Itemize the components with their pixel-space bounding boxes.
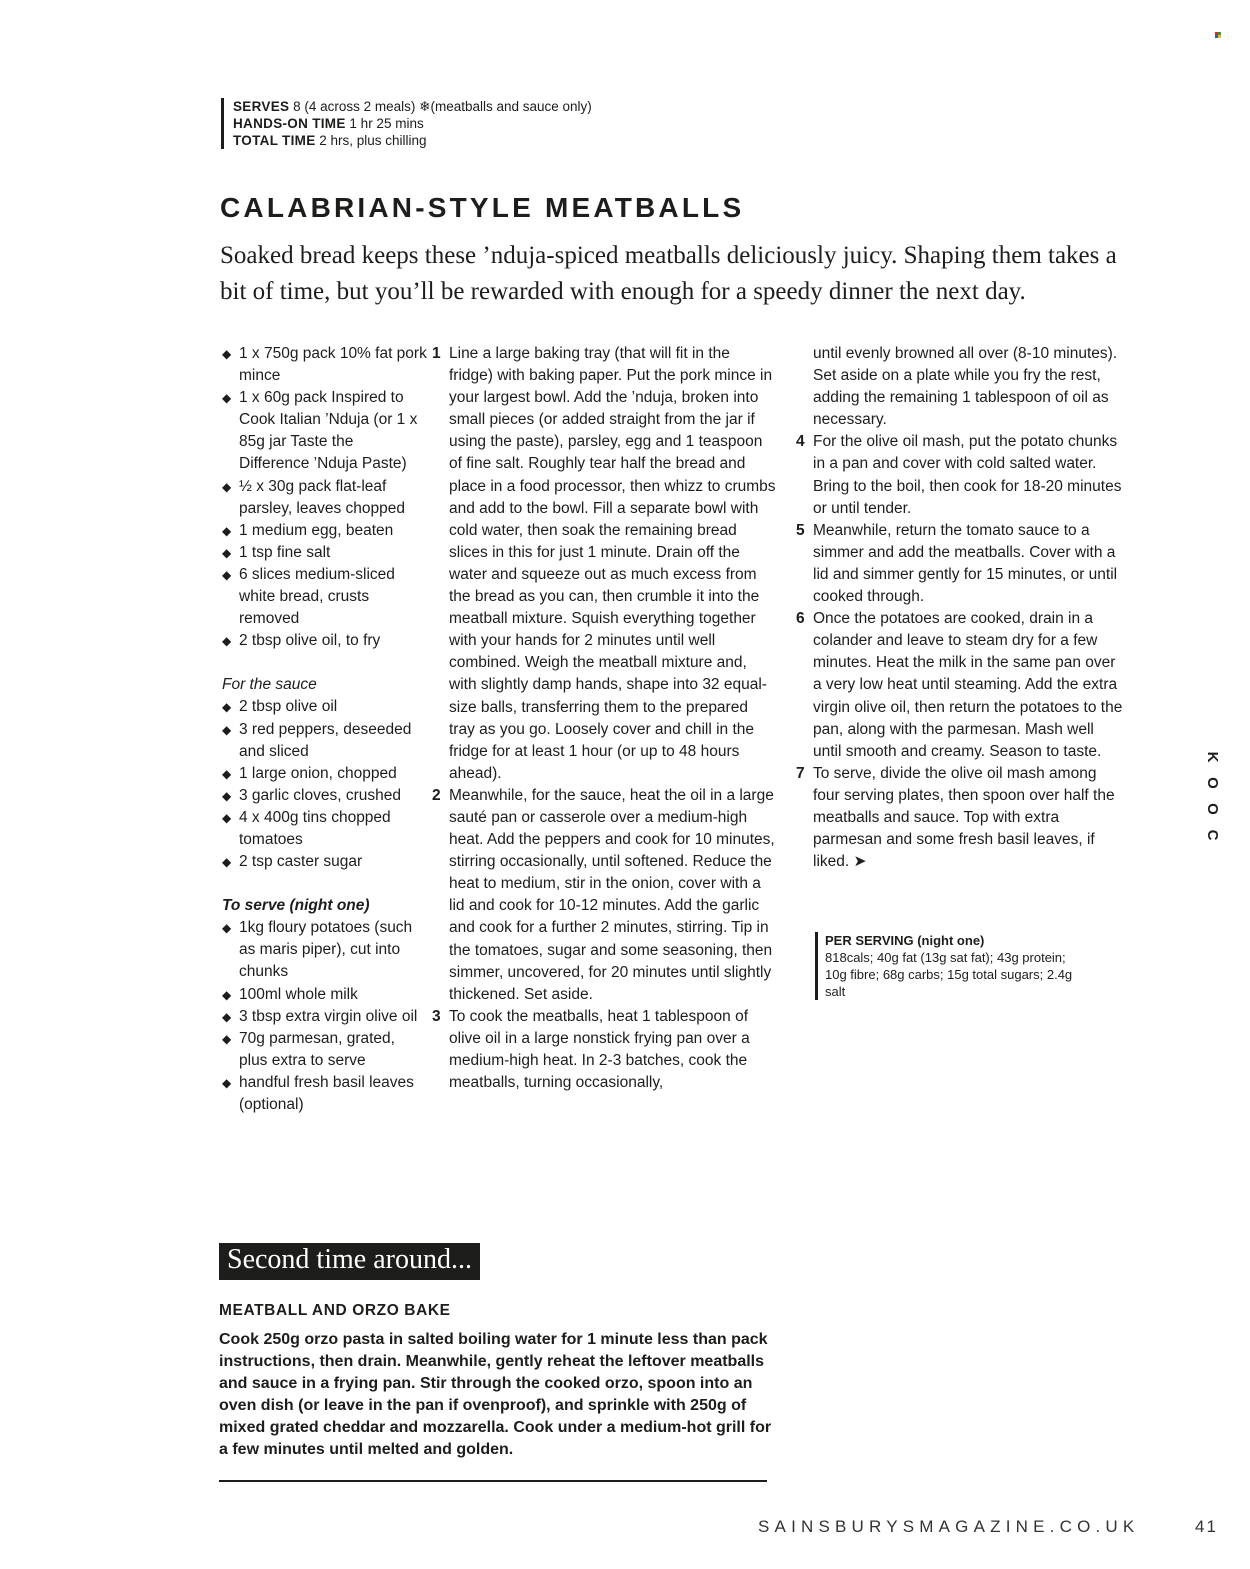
cook-tab-letter: O (1204, 803, 1221, 815)
ingredient-item: ◆ handful fresh basil leaves (optional) (222, 1072, 427, 1116)
step-3-continuation: until evenly browned all over (8-10 minutes). Set aside on a plate while you fry the rest, adding the remaining 1 tablespoon of oil as necessary. (813, 345, 1118, 429)
serves-value: 8 (4 across 2 meals) (293, 99, 416, 114)
footer-website: SAINSBURYSMAGAZINE.CO.UK (758, 1517, 1140, 1536)
ingredient-item: ◆ ½ x 30g pack flat-leaf parsley, leaves chopped (222, 476, 427, 520)
ingredient-item: ◆ 4 x 400g tins chopped tomatoes (222, 807, 427, 851)
method-step-2 (432, 785, 777, 1006)
orzo-bake-title: MEATBALL AND ORZO BAKE (219, 1302, 451, 1319)
ingredient-item: ◆ 2 tbsp olive oil, to fry (222, 630, 427, 652)
ingredient-item: ◆ 1 tsp fine salt (222, 542, 427, 564)
second-time-banner: Second time around... (219, 1243, 480, 1280)
cook-tab-letter: C (1204, 829, 1221, 841)
ingredients-serve-list (222, 917, 427, 1116)
step-number: 4 (796, 433, 805, 451)
step-number: 7 (796, 764, 805, 782)
ingredient-item: ◆ 100ml whole milk (222, 984, 427, 1006)
cook-tab-letter: O (1204, 777, 1221, 789)
handson-value: 1 hr 25 mins (349, 116, 424, 131)
ingredient-item: ◆ 3 tbsp extra virgin olive oil (222, 1006, 427, 1028)
handson-line (233, 115, 592, 132)
color-registration-mark (1215, 32, 1223, 38)
total-label: TOTAL TIME (233, 133, 316, 148)
ingredient-item: ◆ 1 x 750g pack 10% fat pork mince (222, 343, 427, 387)
total-value: 2 hrs, plus chilling (319, 133, 427, 148)
method-step-4 (796, 431, 1126, 519)
total-line (233, 132, 592, 149)
step-text: Line a large baking tray (that will fit in the fridge) with baking paper. Put the pork mince in your largest bowl. Add the ’nduja, broken into small pieces (or added straight from the jar if using the paste), parsley, egg and 1 teaspoon of fine salt. Roughly tear half the bread and place in a food processor, then whizz to crumbs and add to the bowl. Fill a separate bowl with cold water, then soak the remaining bread slices in this for just 1 minute. Drain off the water and squeeze out as much excess from the bread as you can, then crumble it into the meatball mixture. Squish everything together with your hands for 2 minutes until well combined. Weigh the meatball mixture and, with slightly damp hands, shape into 32 equal-size balls, transferring them to the prepared tray as you go. Loosely cover and chill in the fridge for at least 1 hour (or up to 48 hours ahead). (449, 345, 776, 782)
step-number: 5 (796, 521, 805, 539)
cook-tab-letter: K (1204, 751, 1221, 763)
recipe-title: CALABRIAN-STYLE MEATBALLS (220, 192, 745, 223)
ingredients-sauce-list (222, 696, 427, 873)
serve-heading: To serve (night one) (222, 897, 370, 915)
freeze-note: (meatballs and sauce only) (430, 99, 592, 114)
step-text: Once the potatoes are cooked, drain in a colander and leave to steam dry for a few minutes. Heat the milk in the same pan over a very low heat until steaming. Add the extra virgin olive oil, then return the potatoes to the pan, along with the parmesan. Mash well until smooth and creamy. Season to taste. (813, 610, 1123, 760)
ingredient-item: ◆ 1 large onion, chopped (222, 763, 427, 785)
step-number: 2 (432, 786, 441, 804)
method-column-1 (432, 343, 777, 1094)
ingredient-item: ◆ 70g parmesan, grated, plus extra to serve (222, 1028, 427, 1072)
ingredients-column (222, 343, 427, 1116)
handson-label: HANDS-ON TIME (233, 116, 346, 131)
step-text: Meanwhile, for the sauce, heat the oil in a large sauté pan or casserole over a medium-high heat. Add the peppers and cook for 10 minutes, stirring occasionally, until softened. Reduce the heat to medium, stir in the onion, cover with a lid and cook for 10-12 minutes. Add the garlic and cook for a further 2 minutes, stirring. Tip in the tomatoes, sugar and some seasoning, then simmer, uncovered, for 20 minutes until slightly thickened. Set aside. (449, 786, 775, 1003)
method-step-7 (796, 763, 1126, 873)
step-text: To cook the meatballs, heat 1 tablespoon of olive oil in a large nonstick frying pan over a medium-high heat. In 2-3 batches, cook the meatballs, turning occasionally, (449, 1007, 750, 1092)
continue-arrow-icon: ➤ (849, 853, 867, 871)
method-steps-4-7 (796, 431, 1126, 873)
serves-line (233, 98, 592, 115)
method-step-5 (796, 520, 1126, 608)
ingredient-item: ◆ 1 x 60g pack Inspired to Cook Italian ’Nduja (or 1 x 85g jar Taste the Difference ’Nduja Paste) (222, 387, 427, 475)
step-text: For the olive oil mash, put the potato chunks in a pan and cover with cold salted water. Bring to the boil, then cook for 18-20 minutes or until tender. (813, 433, 1122, 517)
ingredient-item: ◆ 2 tsp caster sugar (222, 851, 427, 873)
ingredient-item: ◆ 1kg floury potatoes (such as maris piper), cut into chunks (222, 917, 427, 983)
ingredient-item: ◆ 3 red peppers, deseeded and sliced (222, 719, 427, 763)
section-tab-cook (1202, 744, 1222, 848)
orzo-bake-body: Cook 250g orzo pasta in salted boiling water for 1 minute less than pack instructions, then drain. Meanwhile, gently reheat the leftover meatballs and sauce in a frying pan. Stir through the cooked orzo, spoon into an oven dish (or leave in the pan if ovenproof), and sprinkle with 250g of mixed grated cheddar and mozzarella. Cook under a medium-hot grill for a few minutes until melted and golden. (219, 1331, 772, 1458)
step-text: Meanwhile, return the tomato sauce to a simmer and add the meatballs. Cover with a lid and simmer gently for 15 minutes, or until cooked through. (813, 521, 1118, 606)
page-number: 41 (1195, 1517, 1218, 1536)
section-divider (219, 1480, 767, 1482)
nutrition-box (815, 932, 1085, 1000)
ingredient-item: ◆ 3 garlic cloves, crushed (222, 785, 427, 807)
serves-label: SERVES (233, 99, 290, 114)
recipe-intro: Soaked bread keeps these ’nduja-spiced meatballs deliciously juicy. Shaping them takes a bit of time, but you’ll be rewarded with enough for a speedy dinner the next day. (220, 242, 1117, 305)
nutrition-text: 818cals; 40g fat (13g sat fat); 43g protein; 10g fibre; 68g carbs; 15g total sugars; 2.4g salt (825, 950, 1073, 999)
ingredient-item: ◆ 1 medium egg, beaten (222, 520, 427, 542)
method-step-1 (432, 343, 777, 785)
step-number: 6 (796, 610, 805, 628)
step-number: 1 (432, 345, 441, 362)
step-number: 3 (432, 1007, 441, 1025)
snowflake-icon: ❄ (419, 99, 431, 114)
sauce-heading: For the sauce (222, 676, 317, 694)
nutrition-heading: PER SERVING (night one) (825, 933, 985, 948)
recipe-meta (221, 98, 592, 149)
step-text: To serve, divide the olive oil mash among four serving plates, then spoon over half the meatballs and sauce. Top with extra parmesan and some fresh basil leaves, if liked. (813, 764, 1115, 871)
ingredients-main-list (222, 343, 427, 652)
ingredient-item: ◆ 2 tbsp olive oil (222, 696, 427, 718)
method-column-2 (796, 343, 1126, 873)
method-step-3 (432, 1006, 777, 1094)
method-step-6 (796, 608, 1126, 763)
ingredient-item: ◆ 6 slices medium-sliced white bread, crusts removed (222, 564, 427, 630)
